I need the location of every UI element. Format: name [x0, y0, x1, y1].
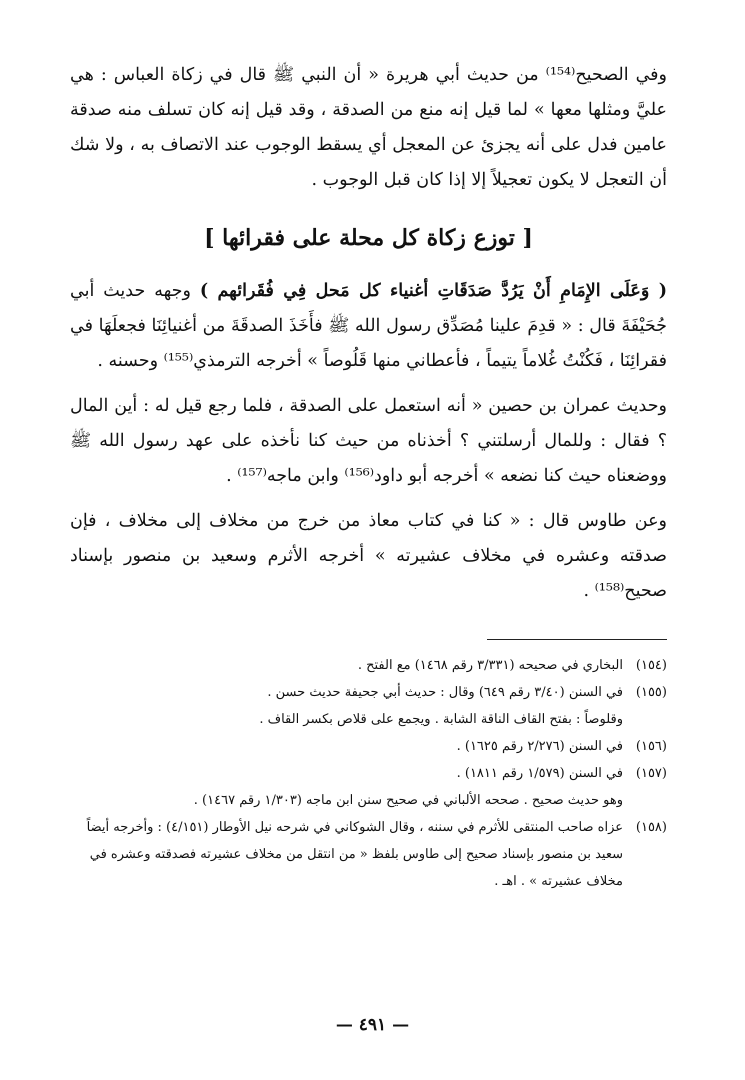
- footnote-item: [70, 733, 667, 760]
- page-body: [70, 58, 667, 895]
- footnotes: [70, 652, 667, 895]
- footnote-number: (١٥٥): [635, 685, 667, 700]
- page-number: — ٤٩١ —: [335, 1015, 410, 1035]
- paragraph-3: وحديث عمران بن حصين « أنه استعمل على الصدقة ، فلما رجع قيل له : أين المال ؟ فقال : وللمال أرسلتني ؟ أخذناه من حيث كنا نأخذه على عهد رسول الله ﷺ ووضعناه حيث كنا نضعه » أخرجه أبو داود⁽¹⁵⁶⁾ وابن ماجه⁽¹⁵⁷⁾ .: [70, 396, 667, 486]
- footnote-text: البخاري في صحيحه (٣/٣٣١ رقم ١٤٦٨) مع الفتح .: [357, 658, 623, 673]
- footnote-item: [70, 706, 667, 733]
- footnote-item: [70, 652, 667, 679]
- footnote-item: [70, 787, 667, 814]
- footnote-text: في السنن (٣/٤٠ رقم ٦٤٩) وقال : حديث أبي جحيفة حديث حسن .: [267, 685, 623, 700]
- footnote-number: (١٥٧): [635, 766, 667, 781]
- footnote-number: [623, 787, 667, 814]
- footnote-divider: [487, 639, 667, 640]
- footnote-text: وقلوصاً : بفتح القاف الناقة الشابة . ويجمع على قلاص بكسر القاف .: [259, 712, 623, 727]
- matn-text: ( وَعَلَى الإِمَامِ أَنْ يَرُدَّ صَدَقَاتِ أغنياء كل مَحل فِي فُقَرائهم ): [199, 281, 667, 301]
- footnote-item: [70, 679, 667, 706]
- footnote-text: عزاه صاحب المنتقى للأثرم في سننه ، وقال الشوكاني في شرحه نيل الأوطار (٤/١٥١) : وأخرجه أيضاً سعيد بن منصور بإسناد صحيح إلى طاوس بلفظ « من انتقل من مخلاف عشيرته فصدقته وعشره في مخلاف عشيرته » . اهـ .: [86, 820, 623, 889]
- footnote-text: في السنن (٢/٢٧٦ رقم ١٦٢٥) .: [456, 739, 623, 754]
- footnote-item: [70, 814, 667, 895]
- footnote-text: في السنن (١/٥٧٩ رقم ١٨١١) .: [456, 766, 623, 781]
- footnote-text: وهو حديث صحيح . صححه الألباني في صحيح سنن ابن ماجه (١/٣٠٣ رقم ١٤٦٧) .: [193, 793, 623, 808]
- footnote-item: [70, 760, 667, 787]
- section-heading: [ توزع زكاة كل محلة على فقرائها ]: [204, 225, 533, 251]
- paragraph-4: وعن طاوس قال : « كنا في كتاب معاذ من خرج من مخلاف إلى مخلاف ، فإن صدقته وعشره في مخلاف عشيرته » أخرجه الأثرم وسعيد بن منصور بإسناد صحيح⁽¹⁵⁸⁾ .: [70, 511, 667, 601]
- footnote-number: (١٥٤): [635, 658, 667, 673]
- footnote-number: [623, 706, 667, 733]
- footnote-number: (١٥٦): [635, 739, 667, 754]
- paragraph-2: [70, 274, 667, 379]
- paragraph-1: وفي الصحيح⁽¹⁵⁴⁾ من حديث أبي هريرة « أن النبي ﷺ قال في زكاة العباس : هي عليَّ ومثلها معها » لما قيل إنه منع من الصدقة ، وقد قيل إنه كان تسلف منه صدقة عامين فدل على أنه يجزئ عن المعجل أي يسقط الوجوب عند الاتصاف به ، ولا شك أن التعجل لا يكون تعجيلاً إلا إذا كان قبل الوجوب .: [70, 65, 668, 190]
- paragraph-2-commentary: وجهه حديث أبي جُحَيْفَةَ قال : « قدِمَ علينا مُصَدِّق رسول الله ﷺ فأَخَذَ الصدقَةَ من أغنيائِنَا فجعلَهَا في فقرائِنَا ، فَكُنْتُ غُلاماً يتيماً ، فأعطاني منها قَلُوصاً » أخرجه الترمذي⁽¹⁵⁵⁾ وحسنه .: [70, 281, 667, 371]
- footnote-number: (١٥٨): [635, 820, 667, 835]
